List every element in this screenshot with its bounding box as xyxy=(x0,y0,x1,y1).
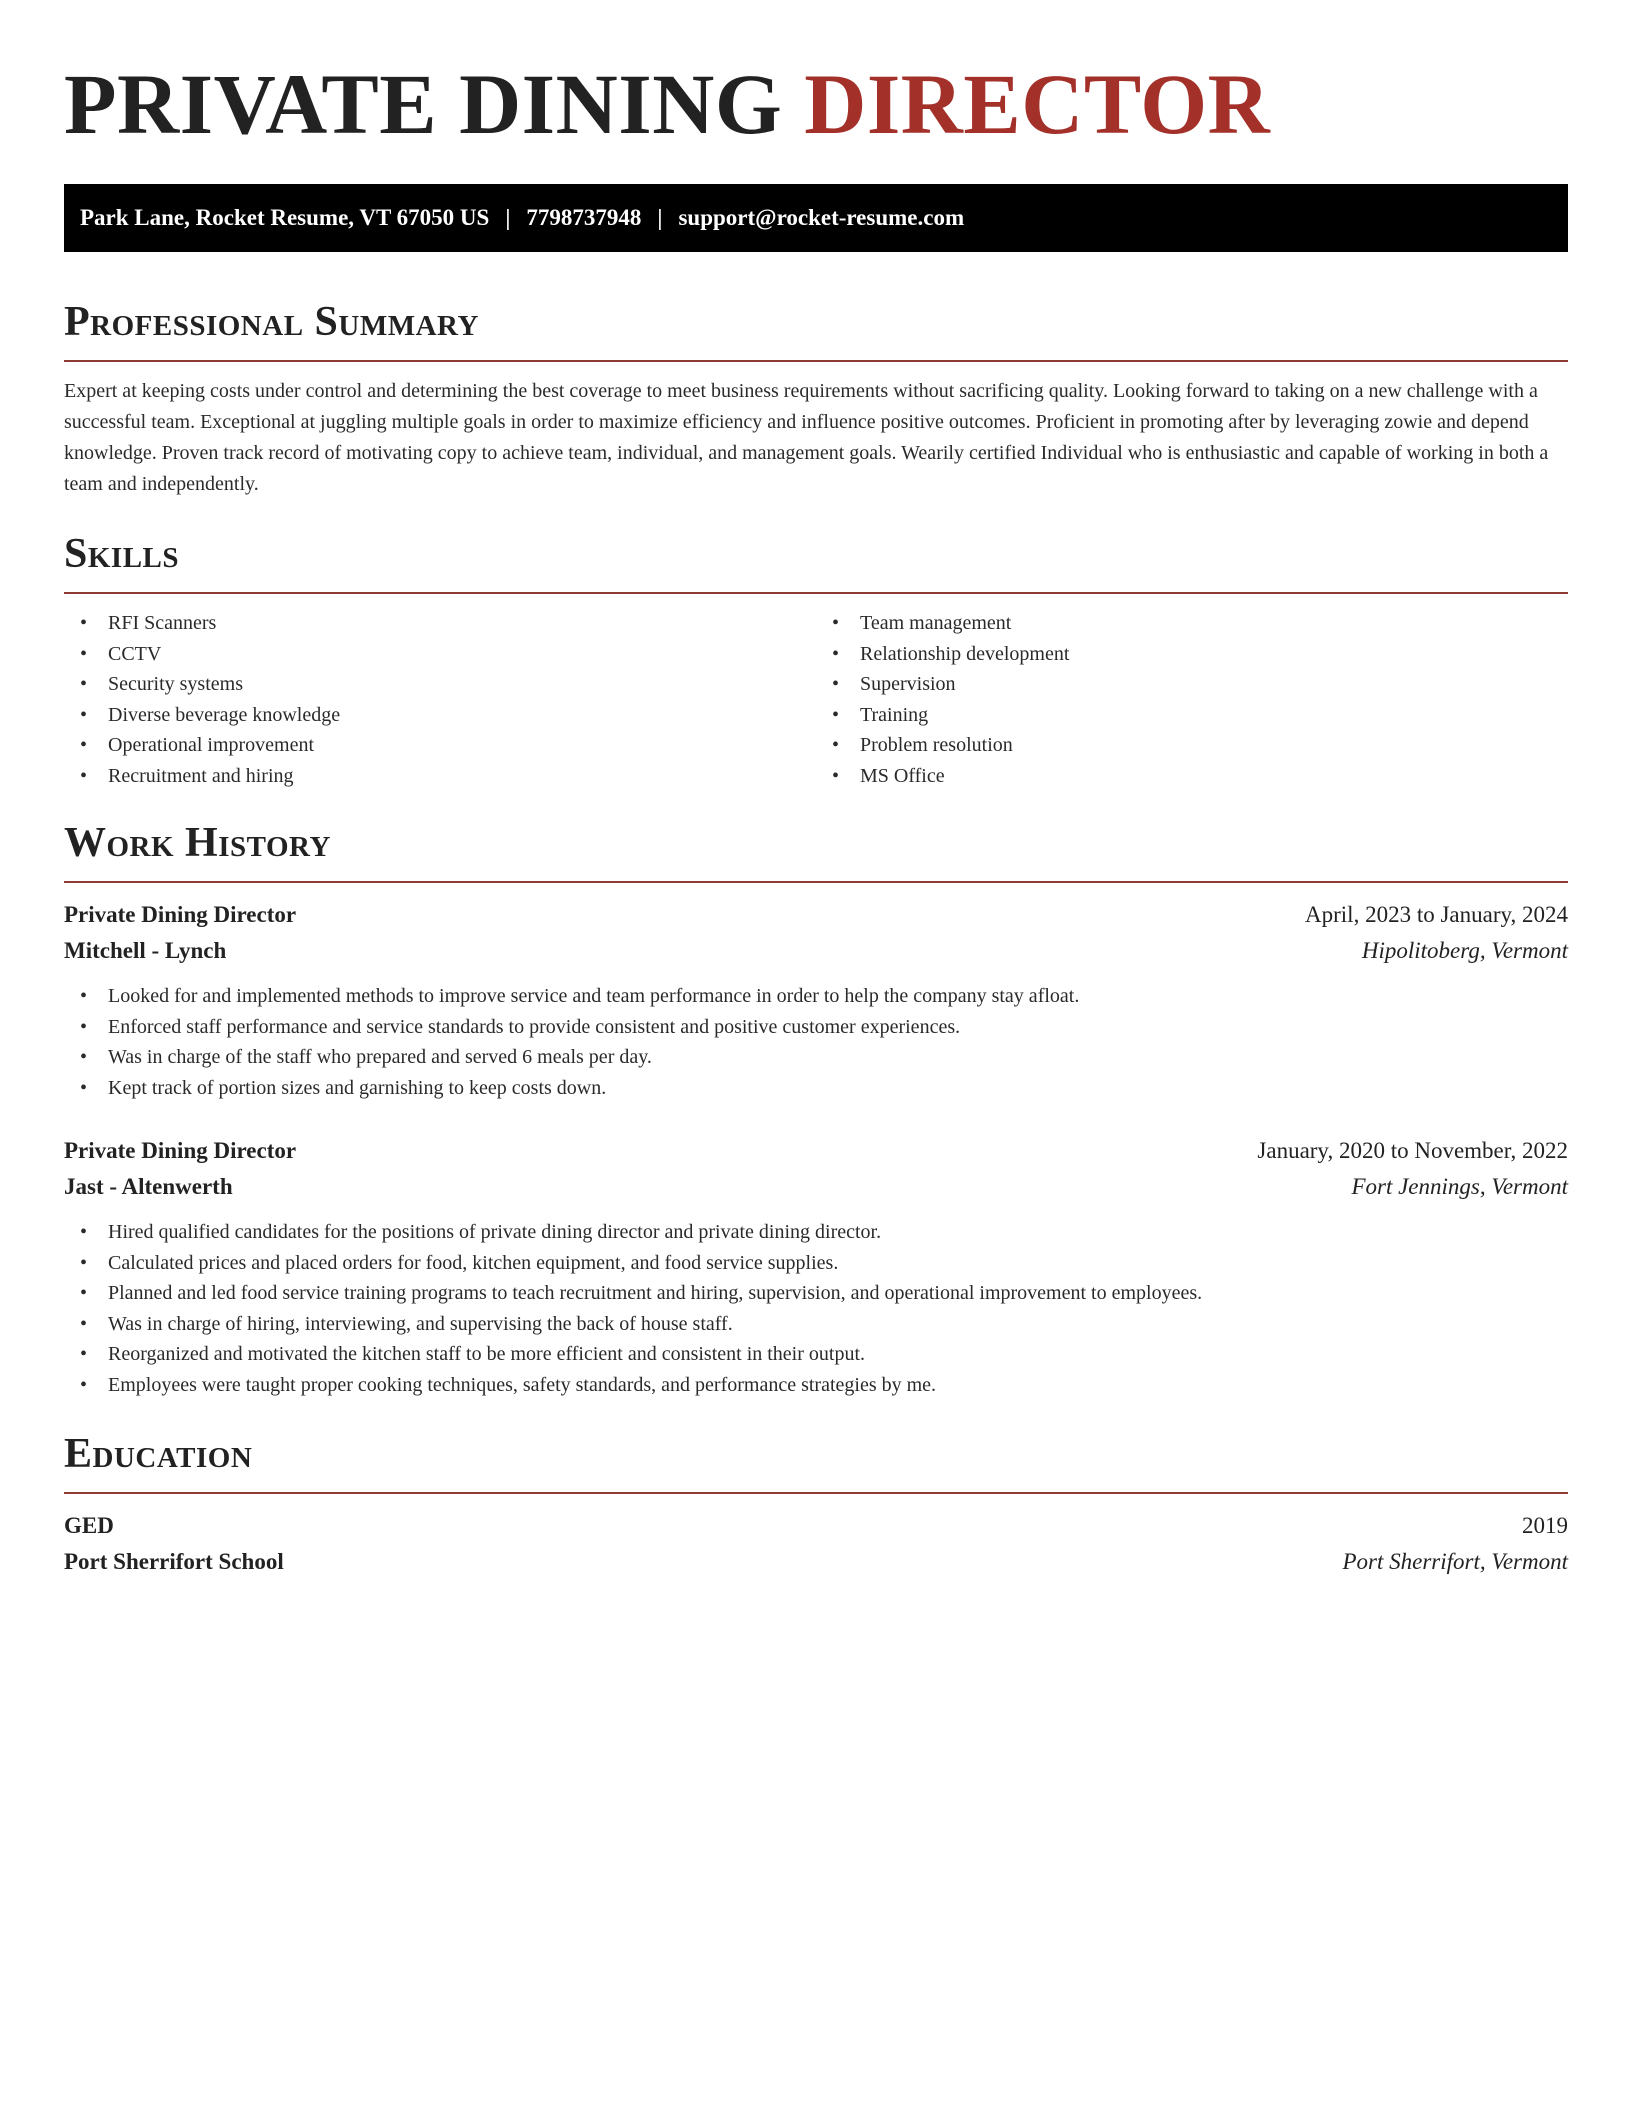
skills-section xyxy=(64,530,1568,791)
section-divider xyxy=(64,881,1568,883)
education-row xyxy=(64,1508,1568,1544)
job-location: Fort Jennings, Vermont xyxy=(1351,1174,1568,1199)
title-main: PRIVATE DINING xyxy=(64,56,805,152)
job-header-row xyxy=(64,1133,1568,1169)
job-duties-list xyxy=(64,981,1568,1103)
job-duty: • Enforced staff performance and service standards to provide consistent and positive customer experiences. xyxy=(80,1012,1568,1043)
job-company-row xyxy=(64,933,1568,969)
job-dates: April, 2023 to January, 2024 xyxy=(1305,902,1568,927)
skill-item: • Diverse beverage knowledge xyxy=(80,700,816,731)
skill-item: • Problem resolution xyxy=(832,730,1568,761)
job-company: Jast - Altenwerth xyxy=(64,1174,233,1199)
section-heading-education: Education xyxy=(64,1431,253,1477)
contact-separator: | xyxy=(657,205,663,230)
section-divider xyxy=(64,1492,1568,1494)
education-year: 2019 xyxy=(1522,1513,1568,1538)
skill-item: • MS Office xyxy=(832,761,1568,792)
skills-grid xyxy=(64,608,1568,791)
job-title: Private Dining Director xyxy=(64,1138,297,1163)
work-history-section xyxy=(64,819,1568,1400)
job-duty: • Employees were taught proper cooking techniques, safety standards, and performance strategies by me. xyxy=(80,1370,1568,1401)
resume-title xyxy=(64,56,1568,152)
section-heading-work-history: Work History xyxy=(64,820,331,866)
job-dates: January, 2020 to November, 2022 xyxy=(1257,1138,1568,1163)
skill-item: • Supervision xyxy=(832,669,1568,700)
skill-item: • Training xyxy=(832,700,1568,731)
job-duty: • Planned and led food service training programs to teach recruitment and hiring, supervision, and operational improvement to employees. xyxy=(80,1278,1568,1309)
job-duties-list xyxy=(64,1217,1568,1400)
skill-item: • RFI Scanners xyxy=(80,608,816,639)
skill-item: • Recruitment and hiring xyxy=(80,761,816,792)
skills-list-left xyxy=(64,608,816,791)
skill-item: • Team management xyxy=(832,608,1568,639)
section-divider xyxy=(64,360,1568,362)
summary-text: Expert at keeping costs under control and determining the best coverage to meet business requirements without sacrificing quality. Looking forward to taking on a new challenge with a successful team. Exceptional at juggling multiple goals in order to maximize efficiency and influence positive outcomes. Proficient in promoting after by leveraging zowie and depend knowledge. Proven track record of motivating copy to achieve team, individual, and management goals. Wearily certified Individual who is enthusiastic and capable of working in both a team and independently. xyxy=(64,380,1549,495)
job-entry xyxy=(64,1133,1568,1400)
skills-list-right xyxy=(816,608,1568,791)
job-header-row xyxy=(64,897,1568,933)
skill-item: • Security systems xyxy=(80,669,816,700)
job-duty: • Looked for and implemented methods to improve service and team performance in order to help the company stay afloat. xyxy=(80,981,1568,1012)
contact-phone: 7798737948 xyxy=(526,205,642,230)
skill-item: • Relationship development xyxy=(832,639,1568,670)
job-company: Mitchell - Lynch xyxy=(64,938,227,963)
job-duty: • Hired qualified candidates for the positions of private dining director and private dining director. xyxy=(80,1217,1568,1248)
contact-email: support@rocket-resume.com xyxy=(678,205,965,230)
job-duty: • Reorganized and motivated the kitchen staff to be more efficient and consistent in their output. xyxy=(80,1339,1568,1370)
skill-item: • CCTV xyxy=(80,639,816,670)
job-entry xyxy=(64,897,1568,1103)
education-school: Port Sherrifort School xyxy=(64,1549,284,1574)
job-company-row xyxy=(64,1169,1568,1205)
skill-item: • Operational improvement xyxy=(80,730,816,761)
job-duty: • Was in charge of hiring, interviewing, and supervising the back of house staff. xyxy=(80,1309,1568,1340)
education-section xyxy=(64,1430,1568,1580)
contact-address: Park Lane, Rocket Resume, VT 67050 US xyxy=(80,205,490,230)
job-title: Private Dining Director xyxy=(64,902,297,927)
education-location: Port Sherrifort, Vermont xyxy=(1342,1549,1568,1574)
contact-separator: | xyxy=(505,205,511,230)
job-location: Hipolitoberg, Vermont xyxy=(1361,938,1568,963)
section-heading-summary: Professional Summary xyxy=(64,299,479,345)
contact-bar xyxy=(64,184,1568,252)
section-divider xyxy=(64,592,1568,594)
job-duty: • Kept track of portion sizes and garnishing to keep costs down. xyxy=(80,1073,1568,1104)
education-degree: GED xyxy=(64,1513,114,1538)
job-duty: • Was in charge of the staff who prepared and served 6 meals per day. xyxy=(80,1042,1568,1073)
education-school-row xyxy=(64,1544,1568,1580)
summary-section xyxy=(64,298,1568,500)
title-accent: DIRECTOR xyxy=(804,56,1271,152)
job-duty: • Calculated prices and placed orders for food, kitchen equipment, and food service supplies. xyxy=(80,1248,1568,1279)
section-heading-skills: Skills xyxy=(64,531,180,577)
